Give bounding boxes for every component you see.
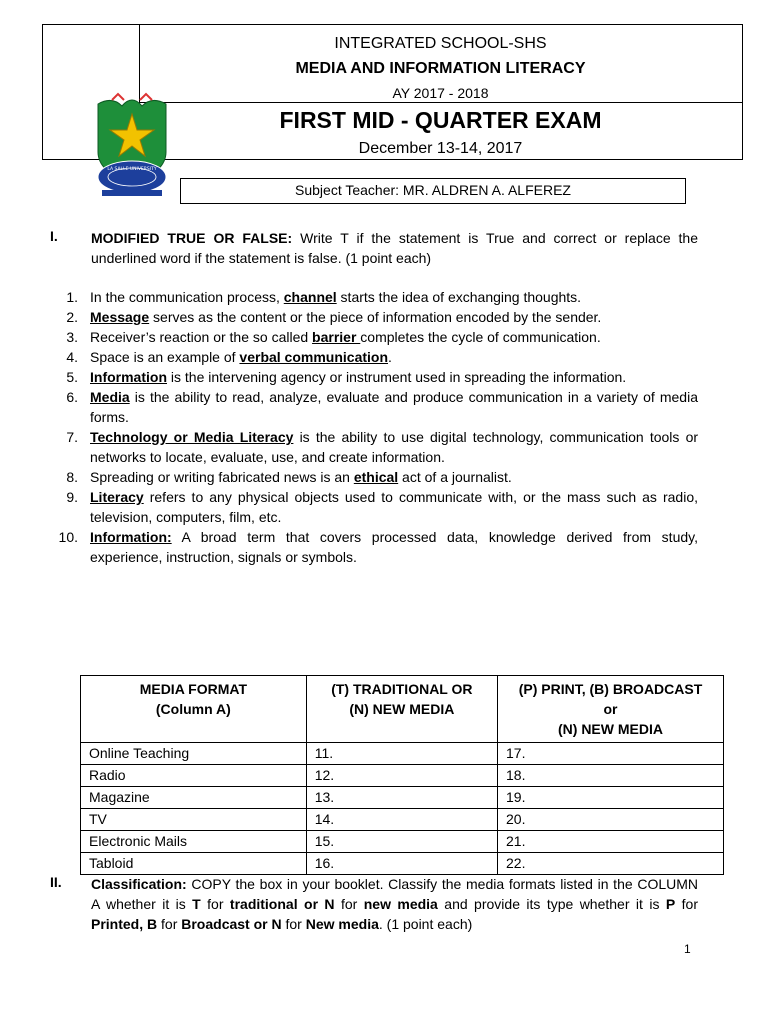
true-false-items: [54, 287, 698, 567]
list-item: [54, 427, 698, 467]
table-row: [81, 853, 724, 875]
course-title: MEDIA AND INFORMATION LITERACY: [295, 60, 586, 77]
school-name: INTEGRATED SCHOOL-SHS: [334, 35, 547, 52]
media-format-cell: TV: [81, 809, 307, 831]
item-text: Space is an example of: [90, 349, 240, 365]
media-format-table: [80, 675, 724, 875]
media-format-cell: Radio: [81, 765, 307, 787]
instruction-bold: new media: [363, 896, 438, 912]
list-item: [54, 367, 698, 387]
list-item: [54, 347, 698, 367]
header-line: MEDIA FORMAT: [139, 681, 248, 697]
item-number: 8.: [66, 469, 78, 485]
logo-text: LA SALLE UNIVERSITY: [107, 167, 157, 172]
item-text: In the communication process,: [90, 289, 284, 305]
instruction-bold: traditional or N: [229, 896, 335, 912]
section-2-instructions: [91, 874, 698, 934]
instruction-text: for: [281, 916, 306, 932]
underlined-term: Media: [90, 389, 130, 405]
underlined-term: Technology or Media Literacy: [90, 429, 294, 445]
header-type: [498, 676, 724, 743]
answer-cell: 22.: [498, 853, 724, 875]
subject-teacher: Subject Teacher: MR. ALDREN A. ALFEREZ: [180, 178, 686, 204]
answer-cell: 20.: [498, 809, 724, 831]
media-format-cell: Tabloid: [81, 853, 307, 875]
header-line: or: [603, 701, 618, 717]
instruction-text: . (1 point each): [378, 916, 473, 932]
table-header-row: [81, 676, 724, 743]
item-number: 10.: [58, 529, 78, 545]
item-text: .: [388, 349, 392, 365]
instruction-text: for: [157, 916, 182, 932]
list-item: [54, 487, 698, 527]
item-text: starts the idea of exchanging thoughts.: [336, 289, 582, 305]
instruction-bold: Printed, B: [91, 916, 158, 932]
header-line: (N) NEW MEDIA: [558, 721, 663, 737]
school-logo: [92, 92, 172, 202]
answer-cell: 15.: [306, 831, 497, 853]
item-number: 2.: [66, 309, 78, 325]
section-2-number: II.: [50, 874, 62, 890]
item-number: 9.: [66, 489, 78, 505]
list-item: [54, 287, 698, 307]
section-2-heading: Classification:: [91, 876, 187, 892]
underlined-term: Literacy: [90, 489, 144, 505]
section-1-heading: MODIFIED TRUE OR FALSE:: [91, 230, 293, 246]
exam-date: December 13-14, 2017: [358, 140, 523, 157]
item-text: Spreading or writing fabricated news is an: [90, 469, 354, 485]
item-number: 4.: [66, 349, 78, 365]
item-text: completes the cycle of communication.: [360, 329, 601, 345]
item-text: A broad term that covers processed data, knowledge derived from study, experience, instruction, signals or symbols.: [90, 529, 698, 565]
section-1-number: I.: [50, 228, 58, 244]
item-number: 5.: [66, 369, 78, 385]
instruction-text: for: [675, 896, 698, 912]
section-1-instructions-text: Write T if the statement is True and correct or replace the underlined word if the statement is false. (1 point each): [91, 230, 699, 266]
media-format-cell: Magazine: [81, 787, 307, 809]
instruction-text: COPY the box in your booklet. Classify the media formats listed in the COLUMN A whether it is: [91, 876, 698, 912]
instruction-bold: P: [665, 896, 676, 912]
academic-year: AY 2017 - 2018: [392, 85, 489, 101]
list-item: [54, 467, 698, 487]
instruction-text: and provide its type whether it is: [437, 896, 666, 912]
answer-cell: 18.: [498, 765, 724, 787]
answer-cell: 12.: [306, 765, 497, 787]
table-row: [81, 809, 724, 831]
item-text: Receiver’s reaction or the so called: [90, 329, 313, 345]
list-item: [54, 307, 698, 327]
media-format-cell: Electronic Mails: [81, 831, 307, 853]
table-row: [81, 765, 724, 787]
item-text: is the intervening agency or instrument used in spreading the information.: [167, 369, 627, 385]
underlined-term: Message: [90, 309, 150, 325]
item-text: refers to any physical objects used to communicate with, or the mass such as radio, television, computers, film, etc.: [90, 489, 698, 525]
instruction-text: for: [334, 896, 364, 912]
instruction-bold: Broadcast or N: [181, 916, 282, 932]
answer-cell: 21.: [498, 831, 724, 853]
underlined-term: ethical: [353, 469, 399, 485]
list-item: [54, 327, 698, 347]
page-number: 1: [684, 942, 691, 956]
section-1-instructions: [91, 228, 698, 268]
underlined-term: channel: [283, 289, 337, 305]
list-item: [54, 527, 698, 567]
header-line: (T) TRADITIONAL OR: [331, 681, 473, 697]
list-item: [54, 387, 698, 427]
underlined-term: Information: [90, 369, 167, 385]
answer-cell: 16.: [306, 853, 497, 875]
media-format-cell: Online Teaching: [81, 743, 307, 765]
underlined-term: Information:: [90, 529, 172, 545]
item-number: 1.: [66, 289, 78, 305]
underlined-term: verbal communication: [239, 349, 389, 365]
answer-cell: 19.: [498, 787, 724, 809]
header-line: (N) NEW MEDIA: [349, 701, 455, 717]
answer-cell: 11.: [306, 743, 497, 765]
table-row: [81, 831, 724, 853]
item-text: serves as the content or the piece of information encoded by the sender.: [149, 309, 602, 325]
underlined-term: barrier: [312, 329, 361, 345]
answer-cell: 13.: [306, 787, 497, 809]
answer-cell: 14.: [306, 809, 497, 831]
table-row: [81, 787, 724, 809]
instruction-bold: T: [192, 896, 201, 912]
instruction-text: for: [200, 896, 230, 912]
header-media-format: [81, 676, 307, 743]
instruction-bold: New media: [305, 916, 379, 932]
item-text: is the ability to use digital technology, communication tools or networks to locate, evaluate, use, and create information.: [90, 429, 699, 465]
header-divider-horizontal: [139, 102, 742, 103]
item-number: 7.: [66, 429, 78, 445]
header-line: (Column A): [155, 701, 231, 717]
item-text: is the ability to read, analyze, evaluate and produce communication in a variety of media forms.: [90, 389, 698, 425]
exam-title: FIRST MID - QUARTER EXAM: [279, 107, 602, 133]
header-line: (P) PRINT, (B) BROADCAST: [518, 681, 703, 697]
item-text: act of a journalist.: [398, 469, 512, 485]
header-traditional-new: [306, 676, 497, 743]
item-number: 6.: [66, 389, 78, 405]
table-row: [81, 743, 724, 765]
answer-cell: 17.: [498, 743, 724, 765]
item-number: 3.: [66, 329, 78, 345]
